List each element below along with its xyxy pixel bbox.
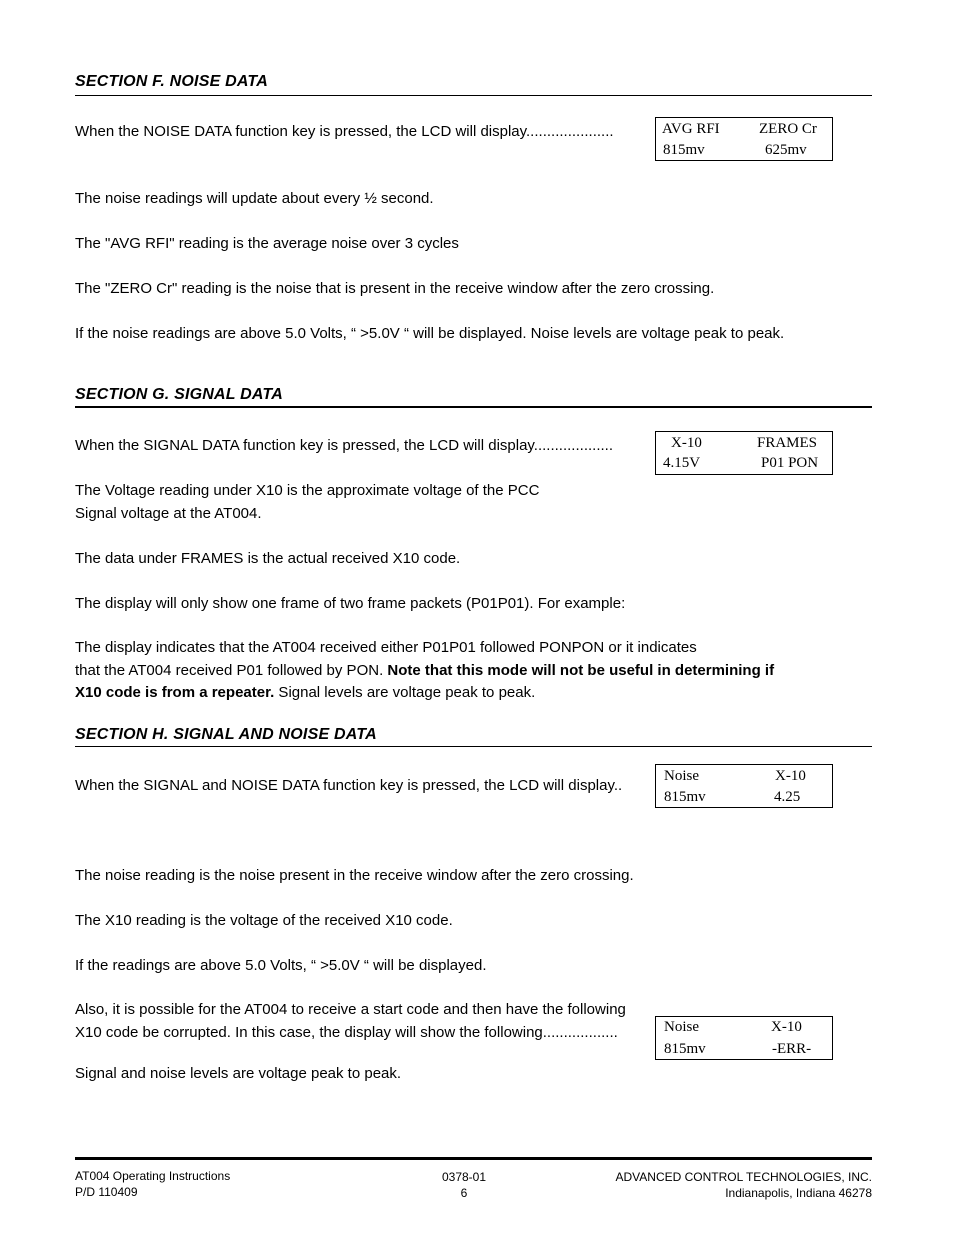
section-g-para-4-line-2 bbox=[75, 660, 774, 682]
lcd-r1c2: X-10 bbox=[771, 1019, 802, 1035]
section-h-rule bbox=[75, 746, 872, 747]
section-g-para-1-line-2: Signal voltage at the AT004. bbox=[75, 505, 262, 522]
lcd-r2c1: 815mv bbox=[663, 142, 705, 158]
lcd-r2c2: 625mv bbox=[765, 142, 807, 158]
lcd-display-signal-noise bbox=[655, 764, 833, 808]
lcd-r1c2: ZERO Cr bbox=[759, 121, 817, 137]
lcd-r1c1: Noise bbox=[664, 768, 699, 784]
footer-address: Indianapolis, Indiana 46278 bbox=[725, 1186, 872, 1200]
lcd-r1c1: Noise bbox=[664, 1019, 699, 1035]
footer-left bbox=[75, 1168, 230, 1200]
footer-right bbox=[616, 1169, 872, 1201]
lcd-r2c2: P01 PON bbox=[761, 455, 819, 471]
page-number: 6 bbox=[460, 1186, 468, 1200]
section-f-title: SECTION F. NOISE DATA bbox=[75, 73, 268, 90]
lcd-r1c2: X-10 bbox=[775, 768, 806, 784]
section-h-para-3: If the readings are above 5.0 Volts, “ >5.0V “ will be displayed. bbox=[75, 957, 487, 974]
section-g-para-4-line-1: The display indicates that the AT004 received either P01P01 followed PONPON or it indicates bbox=[75, 639, 697, 656]
section-f-rule bbox=[75, 95, 872, 96]
lcd-r2c1: 815mv bbox=[664, 1041, 706, 1057]
lcd-r2c2: -ERR- bbox=[772, 1041, 812, 1057]
section-h-intro: When the SIGNAL and NOISE DATA function key is pressed, the LCD will display.. bbox=[75, 777, 623, 794]
lcd-r2c1: 4.15V bbox=[663, 455, 701, 471]
section-g-title: SECTION G. SIGNAL DATA bbox=[75, 386, 283, 403]
footer-center bbox=[414, 1169, 514, 1201]
para-bold-note: Note that this mode will not be useful in determining if bbox=[387, 662, 775, 679]
footer-doc-title: AT004 Operating Instructions bbox=[75, 1169, 231, 1183]
section-f-para-2: The "AVG RFI" reading is the average noise over 3 cycles bbox=[75, 235, 459, 252]
section-h-title: SECTION H. SIGNAL AND NOISE DATA bbox=[75, 726, 377, 743]
section-f-para-3: The "ZERO Cr" reading is the noise that is present in the receive window after the zero crossing. bbox=[75, 280, 715, 297]
section-f-para-1: The noise readings will update about every ½ second. bbox=[75, 190, 434, 207]
lcd-r2c2: 4.25 bbox=[774, 789, 801, 805]
section-f-para-4: If the noise readings are above 5.0 Volts, “ >5.0V “ will be displayed. Noise levels are voltage peak to peak. bbox=[75, 325, 785, 342]
lcd-r1c1: X-10 bbox=[671, 435, 702, 451]
section-g-rule bbox=[75, 406, 872, 408]
lcd-r1c1: AVG RFI bbox=[662, 121, 720, 137]
para-plain-text: Signal levels are voltage peak to peak. bbox=[274, 684, 536, 701]
lcd-display-signal bbox=[655, 431, 833, 475]
section-h-para-2: The X10 reading is the voltage of the received X10 code. bbox=[75, 912, 453, 929]
footer-part-number: P/D 110409 bbox=[75, 1185, 138, 1199]
section-g-intro: When the SIGNAL DATA function key is pressed, the LCD will display................... bbox=[75, 437, 613, 454]
section-g-para-2: The data under FRAMES is the actual received X10 code. bbox=[75, 550, 461, 567]
para-plain-text: that the AT004 received P01 followed by PON. bbox=[75, 662, 388, 679]
lcd-r1c2: FRAMES bbox=[757, 435, 818, 451]
section-h-para-5: Signal and noise levels are voltage peak to peak. bbox=[75, 1065, 402, 1082]
footer-rule bbox=[75, 1157, 872, 1160]
section-g-para-1-line-1: The Voltage reading under X10 is the approximate voltage of the PCC bbox=[75, 482, 540, 499]
lcd-display-noise bbox=[655, 117, 833, 161]
section-h-para-4-line-1: Also, it is possible for the AT004 to receive a start code and then have the following bbox=[75, 1001, 626, 1018]
para-bold-note: X10 code is from a repeater. bbox=[75, 684, 275, 701]
section-h-para-1: The noise reading is the noise present in the receive window after the zero crossing. bbox=[75, 867, 634, 884]
section-g-para-4-line-3 bbox=[75, 682, 535, 704]
section-f-intro: When the NOISE DATA function key is pressed, the LCD will display..................... bbox=[75, 123, 614, 140]
footer-company: ADVANCED CONTROL TECHNOLOGIES, INC. bbox=[615, 1170, 872, 1184]
footer-doc-code: 0378-01 bbox=[441, 1170, 487, 1184]
section-h-para-4-line-2: X10 code be corrupted. In this case, the display will show the following.................. bbox=[75, 1024, 618, 1041]
lcd-display-error bbox=[655, 1016, 833, 1060]
section-g-para-3: The display will only show one frame of two frame packets (P01P01). For example: bbox=[75, 595, 626, 612]
lcd-r2c1: 815mv bbox=[664, 789, 706, 805]
